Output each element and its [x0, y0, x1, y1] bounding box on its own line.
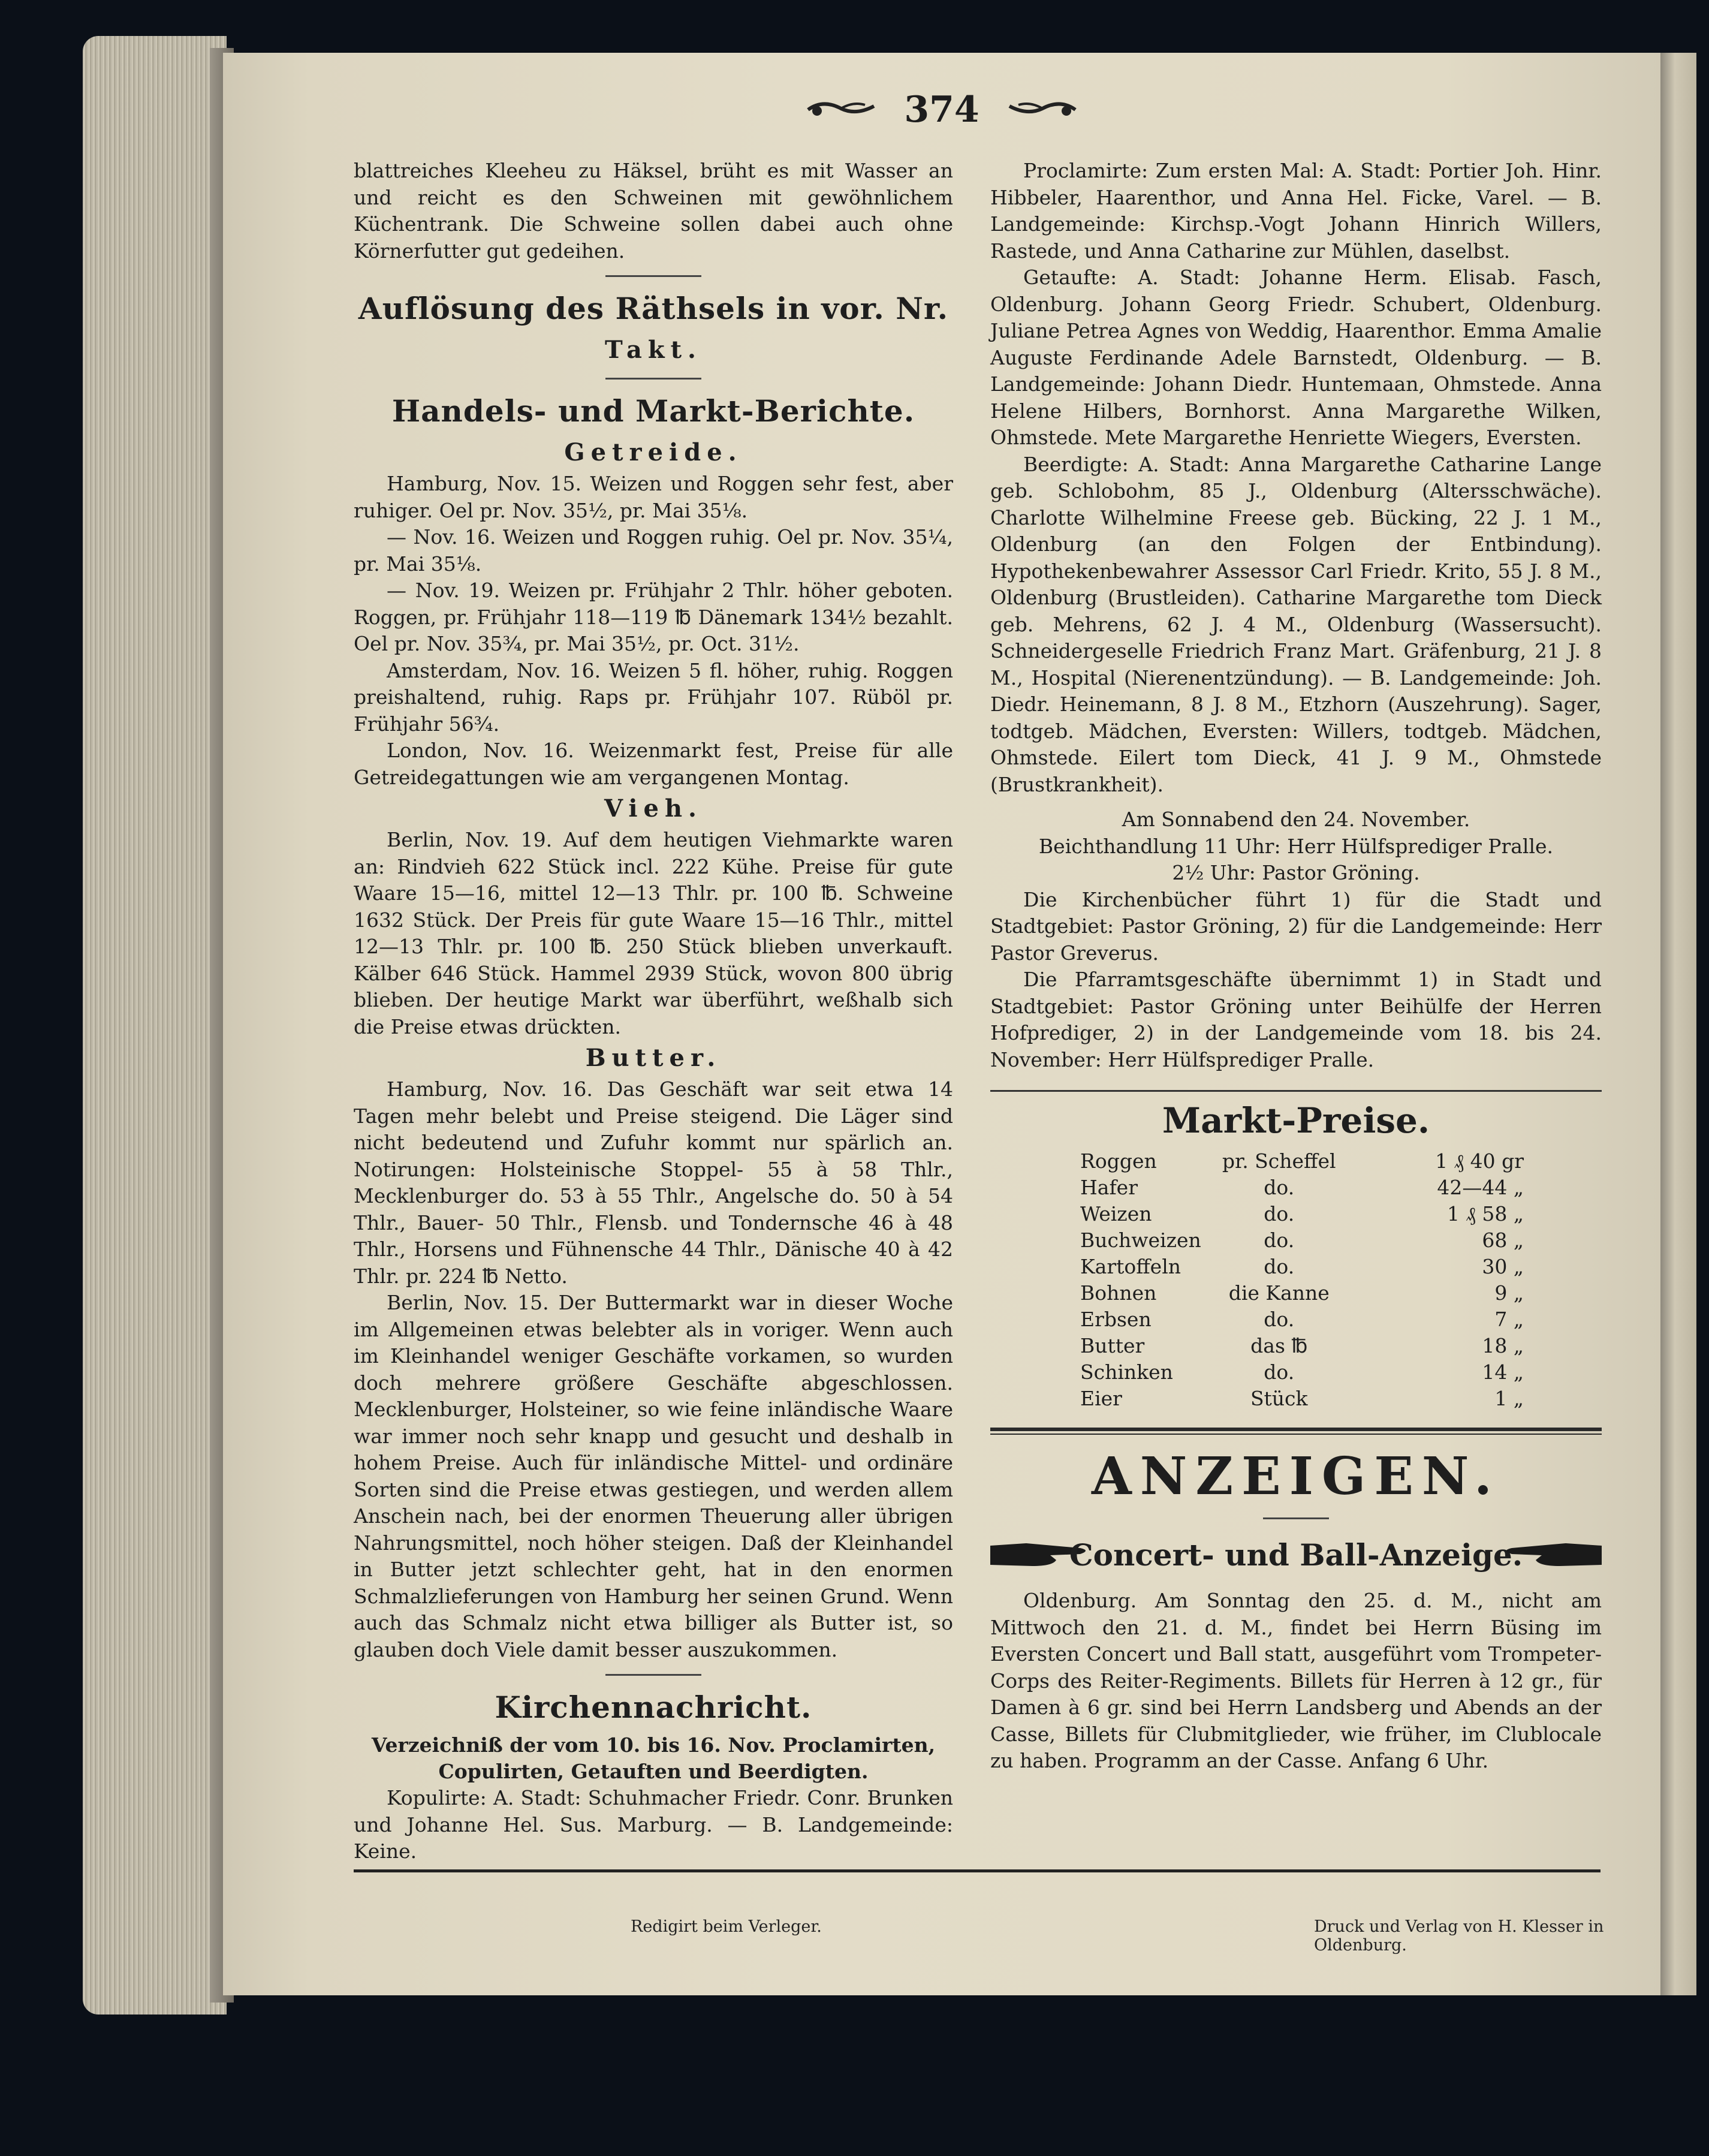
divider	[1263, 1517, 1329, 1519]
price-item: Roggen	[1080, 1149, 1157, 1173]
price-value: 1 ₰ 40 gr	[1435, 1149, 1524, 1173]
price-item: Weizen	[1080, 1202, 1152, 1225]
parish-duties-paragraph: Die Pfarramtsgeschäfte übernimmt 1) in Stadt und Stadtgebiet: Pastor Gröning unter Beihülfe der Herren Hofprediger, 2) in der Landgemeinde vom 18. bis 24. November: Herr Hülfsprediger Pralle.	[990, 968, 1602, 1071]
service-line: 2½ Uhr: Pastor Gröning.	[1172, 861, 1420, 884]
thin-rule	[990, 1434, 1602, 1435]
prices-heading: Markt-Preise.	[1162, 1100, 1430, 1141]
printer-credit: Druck und Verlag von H. Klesser in Oldenburg.	[1314, 1917, 1604, 1955]
grain-paragraph: London, Nov. 16. Weizenmarkt fest, Preise für alle Getreidegattungen wie am vergangenen Montag.	[354, 739, 953, 789]
newspaper-page	[223, 53, 1660, 1995]
divider	[605, 275, 701, 277]
price-item: Schinken	[1080, 1360, 1173, 1384]
page-header	[223, 89, 1660, 155]
price-unit: pr. Scheffel	[1222, 1149, 1336, 1173]
confession-line: Beichthandlung 11 Uhr: Herr Hülfsprediger Pralle.	[1038, 834, 1554, 858]
price-row	[990, 1201, 1602, 1227]
butter-heading: Butter.	[585, 1044, 722, 1072]
grain-paragraph: — Nov. 16. Weizen und Roggen ruhig. Oel pr. Nov. 35¼, pr. Mai 35⅛.	[354, 525, 953, 576]
butter-paragraph: Hamburg, Nov. 16. Das Geschäft war seit etwa 14 Tagen mehr belebt und Preise steigend. Die Läger sind nicht bedeutend und Zufuhr kommt nur spärlich an. Notirungen: Holsteinische Stoppel- 55 à 58 Thlr., Mecklenburger do. 53 à 55 Thlr., Angelsche do. 50 à 54 Thlr., Bauer- 50 Thlr., Flensb. und Tondernsche 46 à 48 Thlr., Horsens und Fühnensche 44 Thlr., Dänische 40 à 42 Thlr. pr. 224 ℔ Netto.	[354, 1077, 953, 1288]
page-number: 374	[904, 89, 979, 131]
divider	[605, 378, 701, 380]
price-unit: do.	[1264, 1228, 1295, 1252]
riddle-answer: Takt.	[605, 336, 702, 364]
price-item: Erbsen	[1080, 1308, 1152, 1331]
book-page-edges	[83, 36, 227, 2015]
footer-rule	[354, 1869, 1601, 1872]
church-subheading: Verzeichniß der vom 10. bis 16. Nov. Proclamirten, Copulirten, Getauften und Beerdigten.	[371, 1733, 936, 1783]
price-row	[990, 1227, 1602, 1254]
price-unit: die Kanne	[1228, 1281, 1330, 1305]
price-value: 18 „	[1482, 1334, 1524, 1357]
price-item: Bohnen	[1080, 1281, 1157, 1305]
price-row	[990, 1333, 1602, 1359]
butter-paragraph: Berlin, Nov. 15. Der Buttermarkt war in dieser Woche im Allgemeinen etwas belebter als in voriger. Wenn auch im Kleinhandel weniger Geschäfte vorkamen, so wurden doch mehrere größere Geschäfte abgeschlossen. Mecklenburger, Holsteiner, so wie feine inländische Waare war immer noch sehr knapp und gesucht und deshalb in hohem Preise. Auch für inländische Mittel- und ordinäre Sorten sind die Preise etwas gestiegen, und werden allem Anschein nach, bei der enormen Theuerung aller übrigen Nahrungsmittel, noch höher steigen. Daß der Kleinhandel in Butter jetzt schlechter geht, hat in den enormen Schmalzlieferungen von Hamburg her seinen Grund. Wenn auch das Schmalz nicht etwa billiger als Butter ist, so glauben doch Viele damit besser auszukommen.	[354, 1291, 953, 1661]
cattle-heading: Vieh.	[604, 794, 703, 823]
right-column	[990, 158, 1602, 1775]
beerdigte-paragraph: Beerdigte: A. Stadt: Anna Margarethe Catharine Lange geb. Schlobohm, 85 J., Oldenburg (Altersschwäche). Charlotte Wilhelmine Freese geb. Bücking, 22 J. 1 M., Oldenburg (an den Folgen der Entbindung). Hypothekenbewahrer Assessor Carl Friedr. Krito, 55 J. 8 M., Oldenburg (Brustleiden). Catharine Margarethe tom Dieck geb. Mehrens, 62 J. 4 M., Oldenburg (Wassersucht). Schneidergeselle Friedrich Franz Mart. Gräfenburg, 21 J. 8 M., Hospital (Nierenentzündung). — B. Landgemeinde: Joh. Diedr. Heinemann, 8 J. 8 M., Etzhorn (Auszehrung). Sager, todtgeb. Mädchen, Eversten: Willers, todtgeb. Mädchen, Ohmstede. Eilert tom Dieck, 41 J. 9 M., Ohmstede (Brustkrankheit).	[990, 452, 1602, 796]
riddle-heading: Auflösung des Räthsels in vor. Nr.	[358, 291, 949, 326]
price-unit: Stück	[1250, 1387, 1308, 1410]
getaufte-paragraph: Getaufte: A. Stadt: Johanne Herm. Elisab. Fasch, Oldenburg. Johann Georg Friedr. Schubert, Oldenburg. Juliane Petrea Agnes von Weddig, Haarenthor. Emma Amalie Auguste Ferdinande Adele Barnstedt, Oldenburg. — B. Landgemeinde: Johann Diedr. Huntemaan, Ohmstede. Anna Helene Hilbers, Bornhorst. Anna Margarethe Wilken, Ohmstede. Mete Margarethe Henriette Wiegers, Eversten.	[990, 266, 1602, 449]
saturday-line: Am Sonnabend den 24. November.	[1122, 808, 1470, 831]
market-heading: Handels- und Markt-Berichte.	[391, 393, 915, 429]
copulirte-paragraph: Kopulirte: A. Stadt: Schuhmacher Friedr. Conr. Brunken und Johanne Hel. Sus. Marburg. — B. Landgemeinde: Keine.	[354, 1786, 953, 1863]
price-item: Buchweizen	[1080, 1228, 1201, 1252]
church-heading: Kirchennachricht.	[495, 1690, 812, 1725]
price-unit: das ℔	[1250, 1334, 1308, 1357]
price-unit: do.	[1264, 1308, 1295, 1331]
grain-paragraph: Hamburg, Nov. 15. Weizen und Roggen sehr fest, aber ruhiger. Oel pr. Nov. 35½, pr. Mai 35⅛.	[354, 472, 953, 522]
proclamirte-paragraph: Proclamirte: Zum ersten Mal: A. Stadt: Portier Joh. Hinr. Hibbeler, Haarenthor, und Anna Hel. Ficke, Varel. — B. Landgemeinde: Kirchsp.-Vogt Johann Hinrich Willers, Rastede, und Anna Catharine zur Mühlen, daselbst.	[990, 159, 1602, 263]
price-value: 1 „	[1494, 1387, 1524, 1410]
facing-page-edge	[1660, 53, 1696, 1995]
price-item: Eier	[1080, 1387, 1122, 1410]
thick-rule	[990, 1428, 1602, 1431]
price-row	[990, 1175, 1602, 1201]
cattle-paragraph: Berlin, Nov. 19. Auf dem heutigen Viehmarkte waren an: Rindvieh 622 Stück incl. 222 Kühe. Preise für gute Waare 15—16, mittel 12—13 Thlr. pr. 100 ℔. Schweine 1632 Stück. Der Preis für gute Waare 15—16 Thlr., mittel 12—13 Thlr. pr. 100 ℔. 250 Stück blieben unverkauft. Kälber 646 Stück. Hammel 2939 Stück, wovon 800 übrig blieben. Der heutige Markt war überführt, weßhalb sich die Preise etwas drückten.	[354, 828, 953, 1038]
price-value: 7 „	[1494, 1308, 1524, 1331]
ads-heading: ANZEIGEN.	[1092, 1446, 1500, 1507]
price-value: 68 „	[1482, 1228, 1524, 1252]
price-row	[990, 1280, 1602, 1306]
price-unit: do.	[1264, 1176, 1295, 1199]
price-value: 14 „	[1482, 1360, 1524, 1384]
price-value: 1 ₰ 58 „	[1446, 1202, 1524, 1225]
price-row	[990, 1148, 1602, 1175]
price-row	[990, 1306, 1602, 1333]
left-column	[354, 158, 953, 1865]
price-item: Hafer	[1080, 1176, 1138, 1199]
price-row	[990, 1386, 1602, 1412]
price-item: Butter	[1080, 1334, 1145, 1357]
price-value: 9 „	[1494, 1281, 1524, 1305]
intro-paragraph: blattreiches Kleeheu zu Häksel, brüht es mit Wasser an und reicht es den Schweinen mit gewöhnlichem Küchentrank. Die Schweine sollen dabei auch ohne Körnerfutter gut gedeihen.	[354, 159, 953, 263]
price-unit: do.	[1264, 1360, 1295, 1384]
concert-heading-row	[990, 1531, 1602, 1579]
concert-heading: Concert- und Ball-Anzeige.	[1069, 1537, 1523, 1573]
price-row	[990, 1254, 1602, 1280]
right-ornament-icon	[1006, 98, 1078, 122]
divider	[605, 1674, 701, 1676]
grain-paragraph: — Nov. 19. Weizen pr. Frühjahr 2 Thlr. höher geboten. Roggen, pr. Frühjahr 118—119 ℔ Dänemark 134½ bezahlt. Oel pr. Nov. 35¾, pr. Mai 35½, pr. Oct. 31½.	[354, 579, 953, 655]
price-value: 42—44 „	[1437, 1176, 1524, 1199]
editor-credit: Redigirt beim Verleger.	[631, 1917, 822, 1936]
price-unit: do.	[1264, 1255, 1295, 1278]
concert-paragraph: Oldenburg. Am Sonntag den 25. d. M., nicht am Mittwoch den 21. d. M., findet bei Herrn Büsing im Eversten Concert und Ball statt, ausgeführt vom Trompeter-Corps des Reiter-Regiments. Billets für Herren à 12 gr., für Damen à 6 gr. sind bei Herrn Landsberg und Abends an der Casse, Billets für Clubmitglieder, wie früher, im Clublocale zu haben. Programm an der Casse. Anfang 6 Uhr.	[990, 1589, 1602, 1772]
church-books-paragraph: Die Kirchenbücher führt 1) für die Stadt und Stadtgebiet: Pastor Gröning, 2) für die Landgemeinde: Herr Pastor Greverus.	[990, 887, 1602, 965]
pointing-hand-left-icon	[1500, 1537, 1602, 1571]
price-value: 30 „	[1482, 1255, 1524, 1278]
price-item: Kartoffeln	[1080, 1255, 1181, 1278]
grain-paragraph: Amsterdam, Nov. 16. Weizen 5 fl. höher, ruhig. Roggen preishaltend, ruhig. Raps pr. Frühjahr 107. Rüböl pr. Frühjahr 56¾.	[354, 658, 953, 736]
grain-heading: Getreide.	[564, 438, 743, 466]
market-prices-table	[990, 1148, 1602, 1412]
left-ornament-icon	[805, 98, 877, 122]
price-unit: do.	[1264, 1202, 1295, 1225]
price-row	[990, 1359, 1602, 1386]
section-rule	[990, 1090, 1602, 1092]
